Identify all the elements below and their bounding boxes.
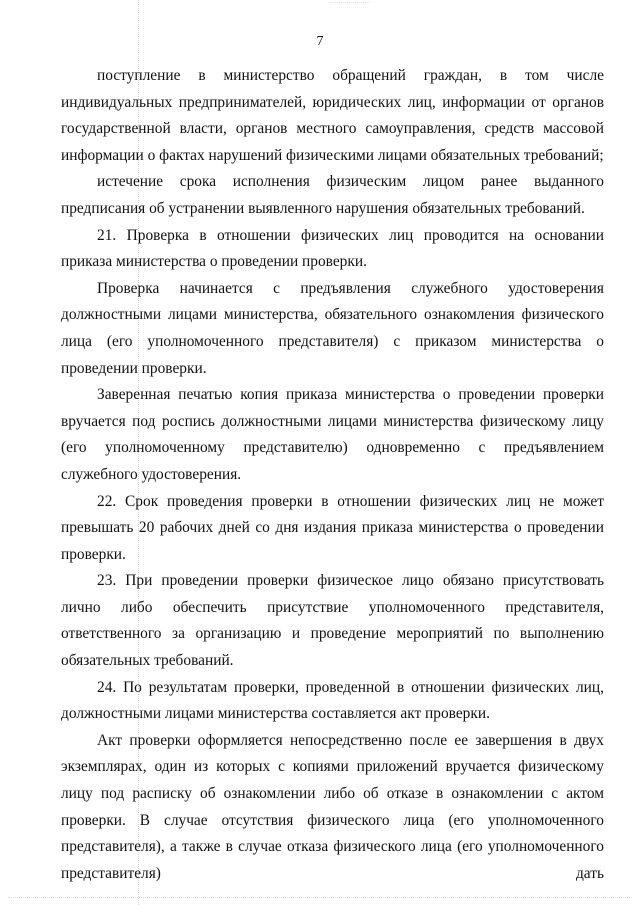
paragraph: 22. Срок проведения проверки в отношении физических лиц не может превышать 20 рабочих дней со дня издания приказа министерства о проведении проверки. — [61, 492, 604, 563]
paragraph: 21. Проверка в отношении физических лиц проводится на основании приказа министерства о проведении проверки. — [61, 226, 604, 271]
document-body — [61, 63, 604, 887]
paragraph: истечение срока исполнения физическим лицом ранее выданного предписания об устранении выявленного нарушения обязательных требований. — [61, 173, 604, 217]
paragraph: Заверенная печатью копия приказа министерства о проведении проверки вручается под роспись должностными лицами министерства физическому лицу (его уполномоченному представителю) одновременно с предъявлением служебного удостоверения. — [61, 386, 604, 483]
paragraph: Проверка начинается с предъявления служебного удостоверения должностными лицами министерства, обязательного ознакомления физического лица (его уполномоченного представителя) с приказом министерства о проведении проверки. — [61, 279, 604, 377]
paragraph-continues: Акт проверки оформляется непосредственно после ее завершения в двух экземплярах, один из которых с копиями приложений вручается физическому лицу под расписку об ознакомлении либо об отказе в ознакомлении с актом проверки. В случае отсутствия физического лица (его уполномоченного представителя), а также в случае отказа физического лица (его уполномоченного представителя) дать — [61, 731, 604, 882]
scan-artifact — [8, 897, 632, 898]
scan-artifact — [330, 2, 370, 3]
paragraph: 23. При проведении проверки физическое лицо обязано присутствовать лично либо обеспечить присутствие уполномоченного представителя, ответственного за организацию и проведение мероприятий по выполнению обязательных требований. — [61, 572, 604, 670]
paragraph: 24. По результатам проверки, проведенной в отношении физических лиц, должностными лицами министерства составляется акт проверки. — [61, 678, 604, 723]
paragraph: поступление в министерство обращений граждан, в том числе индивидуальных предпринимателей, юридических лиц, информации от органов государственной власти, органов местного самоуправления, средств массовой информации о фактах нарушений физическими лицами обязательных требований; — [61, 67, 604, 164]
page-number: 7 — [316, 34, 324, 49]
